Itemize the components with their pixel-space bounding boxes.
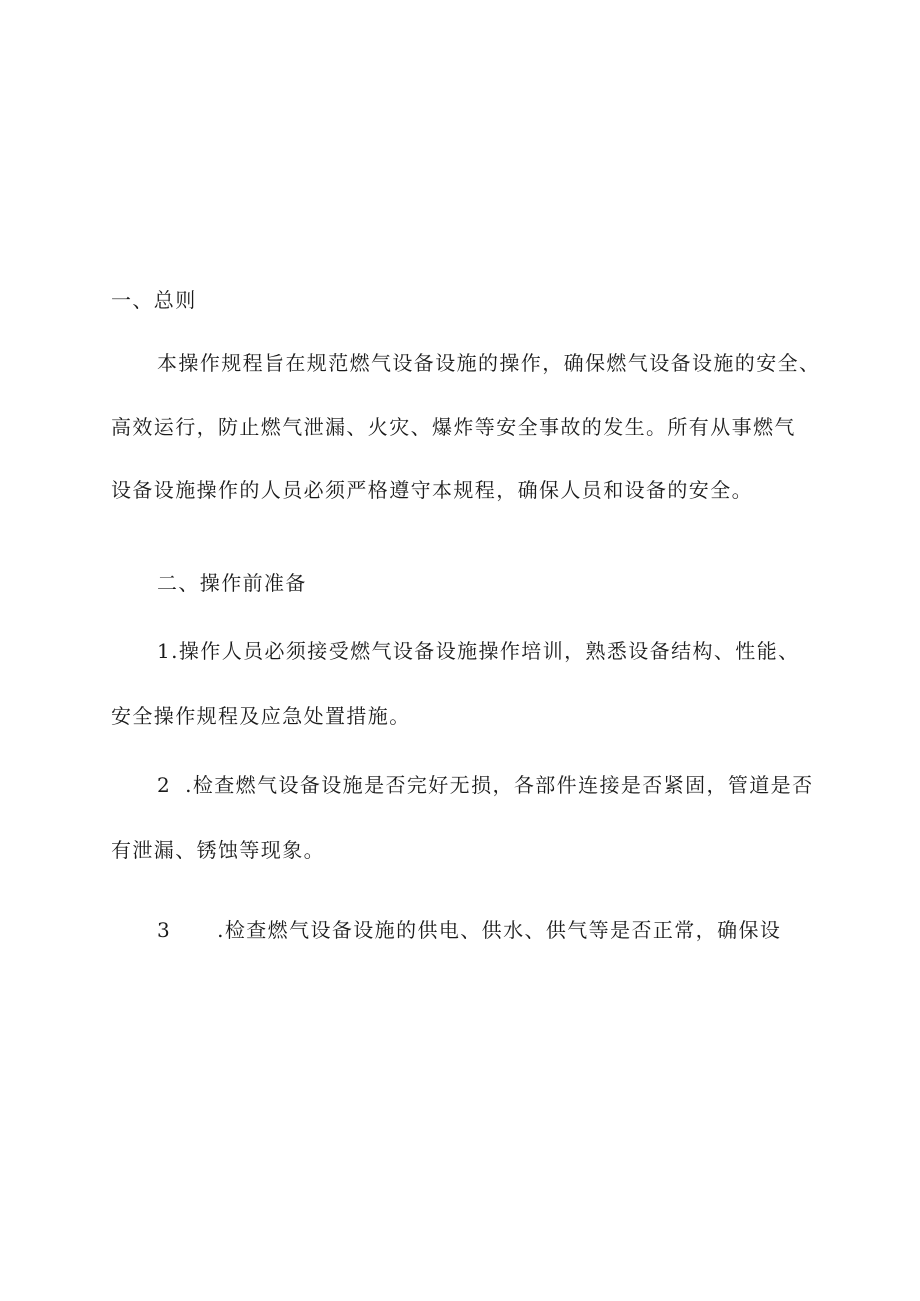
paragraph-line: 高效运行，防止燃气泄漏、火灾、爆炸等安全事故的发生。所有从事燃气 [111,415,796,439]
list-item-text: .检查燃气设备设施的供电、供水、供气等是否正常，确保设 [217,918,782,942]
section-heading-general: 一、总则 [111,288,197,312]
paragraph-line: 本操作规程旨在规范燃气设备设施的操作，确保燃气设备设施的安全、 [157,351,821,375]
section-heading-preparation: 二、操作前准备 [157,571,307,595]
list-item-1-line [157,637,800,665]
list-item-number: 1. [157,639,179,663]
list-item-text: .检查燃气设备设施是否完好无损，各部件连接是否紧固，管道是否 [185,773,814,797]
list-item-1-continuation: 安全操作规程及应急处置措施。 [111,704,411,728]
list-item-2-continuation: 有泄漏、锈蚀等现象。 [111,838,325,862]
paragraph-line: 设备设施操作的人员必须严格遵守本规程，确保人员和设备的安全。 [111,478,753,502]
list-item-number: 3 [157,918,172,942]
list-item-text: 操作人员必须接受燃气设备设施操作培训，熟悉设备结构、性能、 [178,639,800,663]
list-item-2-line [157,771,813,799]
list-item-number: 2 [157,773,172,797]
list-item-3-line [157,916,781,944]
